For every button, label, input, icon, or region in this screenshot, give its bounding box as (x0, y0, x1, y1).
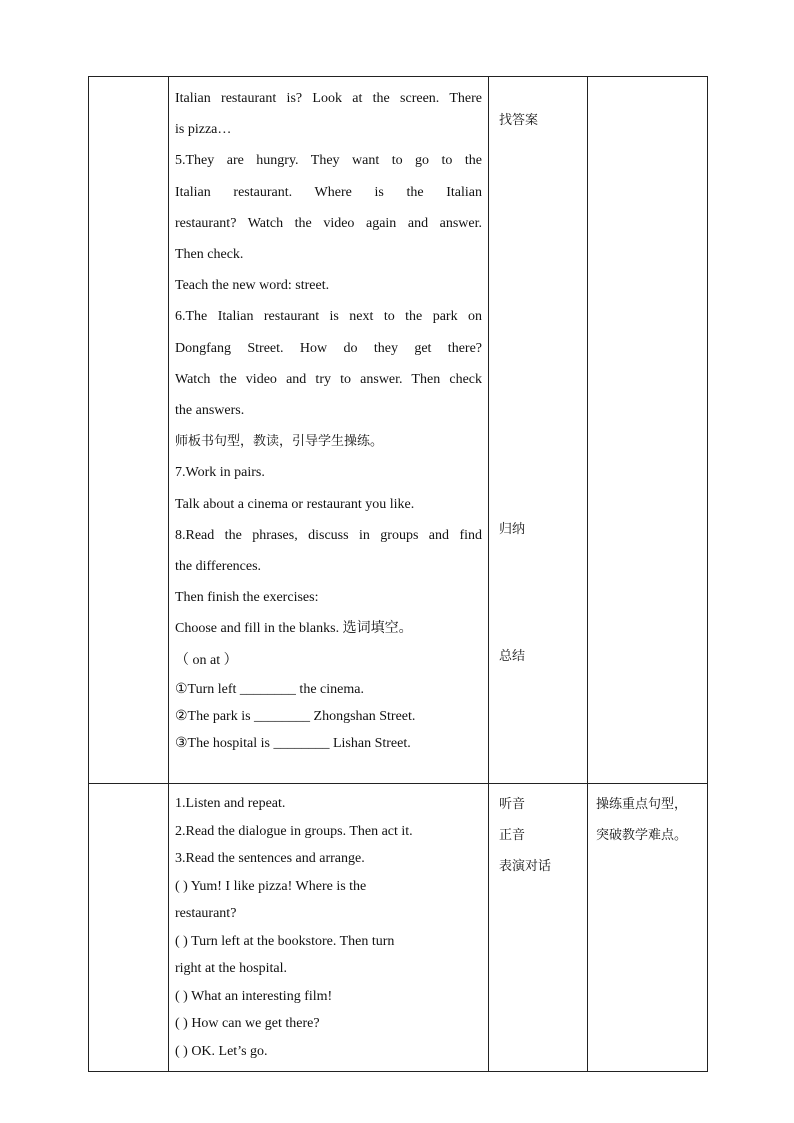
activity-cell (169, 77, 489, 784)
text-line: restaurant? Watch the video again and answer. (175, 215, 482, 231)
text-line: Watch the video and try to answer. Then check (175, 371, 482, 387)
stage-cell (89, 77, 169, 784)
text-line: ( ) How can we get there? (175, 1016, 320, 1031)
text-line: 7.Work in pairs. (175, 465, 265, 481)
text-line: Choose and fill in the blanks. 选词填空。 (175, 621, 413, 637)
text-line: the answers. (175, 403, 245, 419)
text-line: Italian restaurant. Where is the Italian (175, 184, 482, 200)
stage-cell (89, 784, 169, 1072)
text-line: 2.Read the dialogue in groups. Then act it. (175, 823, 413, 839)
text-line: 3.Read the sentences and arrange. (175, 851, 365, 866)
purpose-cell (588, 77, 708, 784)
text-line: restaurant? (175, 906, 237, 921)
note-text: 找答案 (499, 113, 539, 128)
text-line: 1.Listen and repeat. (175, 796, 286, 811)
text-line: 8.Read the phrases, discuss in groups and find (175, 527, 482, 543)
lesson-plan-table (88, 76, 708, 1072)
text-line: ③The hospital is ________ Lishan Street. (175, 735, 411, 751)
text-line: Talk about a cinema or restaurant you like. (175, 496, 415, 512)
note-text: 归纳 (499, 522, 526, 537)
text-line: ①Turn left ________ the cinema. (175, 681, 364, 697)
text-line: （ on at ） (175, 652, 238, 668)
text-line: ( ) Yum! I like pizza! Where is the (175, 878, 367, 894)
note-text: 表演对话 (499, 859, 552, 874)
text-line: the differences. (175, 559, 262, 575)
purpose-cell (588, 784, 708, 1072)
text-line: ( ) OK. Let’s go. (175, 1043, 268, 1059)
text-line: Then check. (175, 247, 244, 263)
text-line: ( ) Turn left at the bookstore. Then turn (175, 933, 395, 949)
text-line: ( ) What an interesting film! (175, 988, 333, 1004)
text-line: 6.The Italian restaurant is next to the park on (175, 309, 482, 325)
text-line: 5.They are hungry. They want to go to the (175, 153, 482, 169)
text-line: right at the hospital. (175, 961, 287, 976)
text-line: is pizza… (175, 122, 232, 138)
text-line: Then finish the exercises: (175, 590, 319, 606)
student-activity-cell (489, 784, 588, 1072)
purpose-text: 操练重点句型， (596, 797, 688, 812)
text-line: Dongfang Street. How do they get there? (175, 340, 482, 356)
note-text: 听音 (499, 797, 526, 812)
table-row (89, 77, 708, 784)
activity-cell (169, 784, 489, 1072)
text-line: Italian restaurant is? Look at the screen. There (175, 91, 482, 106)
note-text: 总结 (499, 649, 526, 664)
note-text: 正音 (499, 828, 526, 843)
purpose-text: 突破教学难点。 (596, 828, 688, 843)
text-line: 师板书句型，教读，引导学生操练。 (175, 434, 384, 450)
table-row (89, 784, 708, 1072)
text-line: Teach the new word: street. (175, 278, 330, 294)
student-activity-cell (489, 77, 588, 784)
text-line: ②The park is ________ Zhongshan Street. (175, 708, 416, 724)
